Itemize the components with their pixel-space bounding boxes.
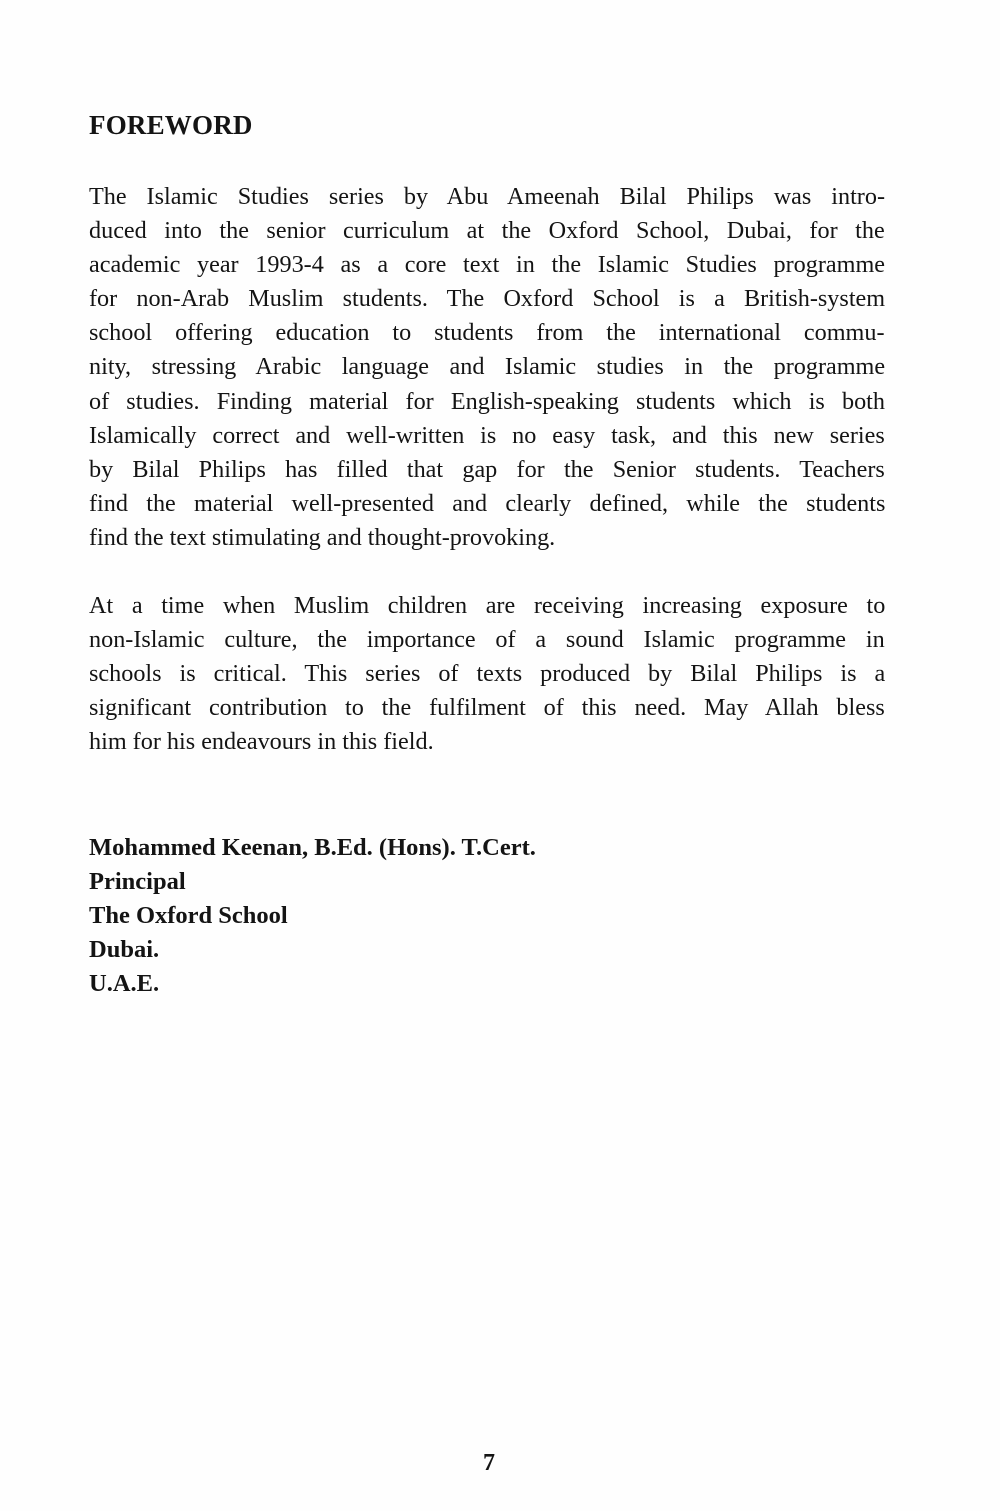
text-line: At a time when Muslim children are receiving increasing exposure to	[89, 592, 886, 619]
text-line: nity, stressing Arabic language and Islamic studies in the programme	[89, 353, 886, 381]
foreword-heading: FOREWORD	[89, 110, 253, 140]
text-line: academic year 1993-4 as a core text in the Islamic Studies programme	[89, 251, 886, 279]
text-line: by Bilal Philips has filled that gap for the Senior students. Teachers	[89, 455, 885, 483]
page-number: 7	[483, 1450, 495, 1476]
text-line: find the text stimulating and thought-provoking.	[89, 523, 556, 551]
text-line: non-Islamic culture, the importance of a sound Islamic programme in	[89, 626, 885, 654]
signatory-name: Mohammed Keenan, B.Ed. (Hons). T.Cert.	[89, 834, 536, 861]
signatory-title: Principal	[89, 868, 186, 895]
text-line: The Islamic Studies series by Abu Ameenah Bilal Philips was intro-	[89, 183, 886, 210]
text-line: Islamically correct and well-written is no easy task, and this new series	[89, 421, 885, 449]
text-line: him for his endeavours in this field.	[89, 728, 434, 756]
text-line: of studies. Finding material for English-speaking students which is both	[89, 387, 885, 415]
foreword-paragraph-2	[89, 589, 885, 759]
signature-block	[89, 831, 536, 1001]
text-line: school offering education to students from the international commu-	[89, 319, 885, 347]
country: U.A.E.	[89, 970, 160, 997]
text-line: find the material well-presented and clearly defined, while the students	[89, 489, 886, 517]
text-line: for non-Arab Muslim students. The Oxford School is a British-system	[89, 285, 886, 313]
text-line: schools is critical. This series of texts produced by Bilal Philips is a	[89, 660, 886, 688]
text-line: duced into the senior curriculum at the Oxford School, Dubai, for the	[89, 217, 885, 245]
foreword-paragraph-1	[89, 180, 885, 555]
school-name: The Oxford School	[89, 902, 288, 929]
city: Dubai.	[89, 936, 160, 963]
text-line: significant contribution to the fulfilment of this need. May Allah bless	[89, 694, 885, 722]
